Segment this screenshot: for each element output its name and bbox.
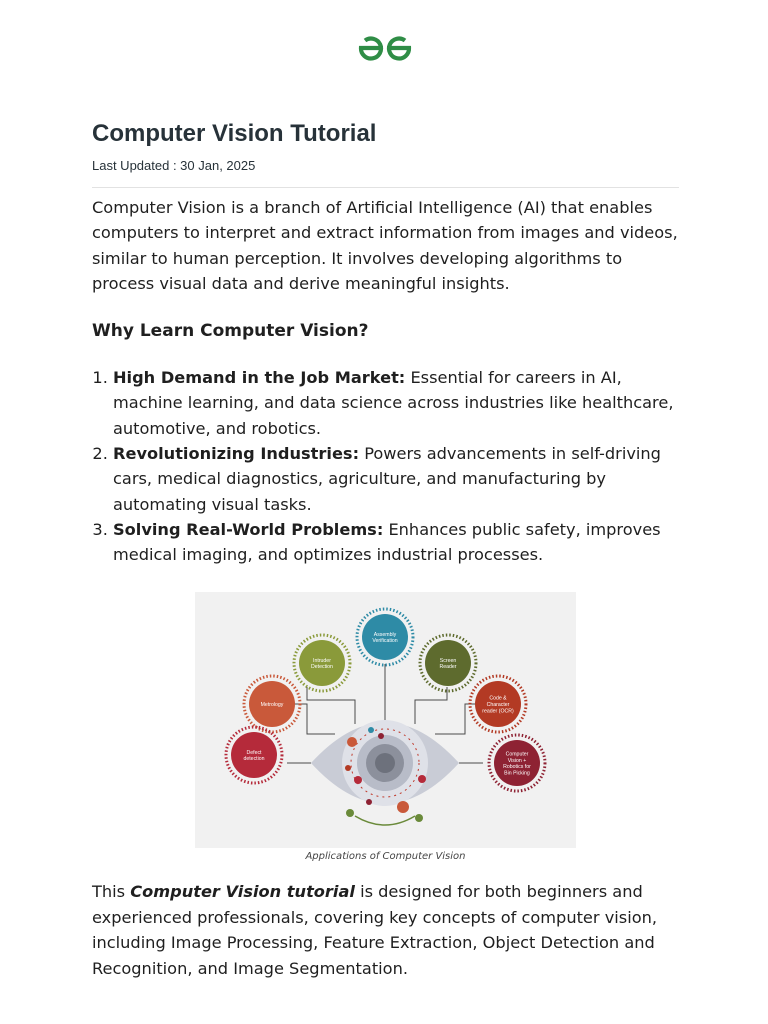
reason-text: Essential for careers in AI, machine learning, and data science across industries like healthcare, automotive, and robotics. <box>113 368 674 438</box>
applications-diagram <box>195 592 576 848</box>
article-body <box>92 195 682 568</box>
node-label: Vision + <box>507 757 527 764</box>
node-label: Intruder <box>313 657 331 664</box>
list-item <box>113 365 682 441</box>
page-title: Computer Vision Tutorial <box>92 120 377 147</box>
applications-figure <box>195 592 576 848</box>
node-label: Bin Picking <box>504 770 530 777</box>
application-node <box>420 635 476 691</box>
application-node <box>357 609 413 665</box>
reason-title: High Demand in the Job Market: <box>113 368 406 388</box>
gfg-logo-icon[interactable] <box>356 34 414 62</box>
outro-suffix: is designed for both beginners and experienced professionals, covering key concepts of computer vision, including Image Processing, Feature Extraction, Object Detection and Recognition, and Image Segmentation. <box>92 882 658 978</box>
list-item <box>113 517 682 568</box>
node-label: Metrology <box>260 702 284 708</box>
node-label: Reader <box>439 664 457 671</box>
list-item <box>113 441 682 517</box>
reason-text: Powers advancements in self-driving cars, medical diagnostics, agriculture, and manufacturing by automating visual tasks. <box>113 444 661 514</box>
tutorial-emphasis[interactable]: Computer Vision tutorial <box>130 882 355 901</box>
outro-prefix: This <box>92 882 131 901</box>
application-node <box>294 635 350 691</box>
node-label: Verification <box>372 638 398 645</box>
node-label: reader (OCR) <box>482 708 514 715</box>
node-label: Defect <box>246 749 262 756</box>
reasons-list <box>92 365 682 567</box>
last-updated: Last Updated : 30 Jan, 2025 <box>92 158 256 173</box>
node-label: Computer <box>505 751 529 758</box>
application-node <box>489 735 545 791</box>
figure-caption: Applications of Computer Vision <box>305 851 466 862</box>
reason-title: Revolutionizing Industries: <box>113 444 360 464</box>
node-label: Detection <box>311 664 333 671</box>
application-node <box>226 727 282 783</box>
node-label: Code & <box>489 695 507 702</box>
node-label: Character <box>486 702 510 708</box>
node-label: detection <box>243 756 265 763</box>
reason-title: Solving Real-World Problems: <box>113 519 384 539</box>
node-label: Screen <box>439 657 457 664</box>
divider <box>92 187 679 188</box>
node-label: Assembly <box>373 631 397 638</box>
tutorial-paragraph <box>92 879 682 981</box>
node-label: Robotics for <box>503 764 531 771</box>
intro-paragraph: Computer Vision is a branch of Artificial Intelligence (AI) that enables computers to interpret and extract information from images and videos, similar to human perception. It involves developing algorithms to process visual data and derive meaningful insights. <box>92 198 678 293</box>
why-heading: Why Learn Computer Vision? <box>92 321 369 342</box>
tutorial-intro <box>92 879 682 981</box>
application-node <box>244 676 300 732</box>
application-node <box>470 676 526 732</box>
reason-text: Enhances public safety, improves medical imaging, and optimizes industrial processes. <box>113 519 661 565</box>
